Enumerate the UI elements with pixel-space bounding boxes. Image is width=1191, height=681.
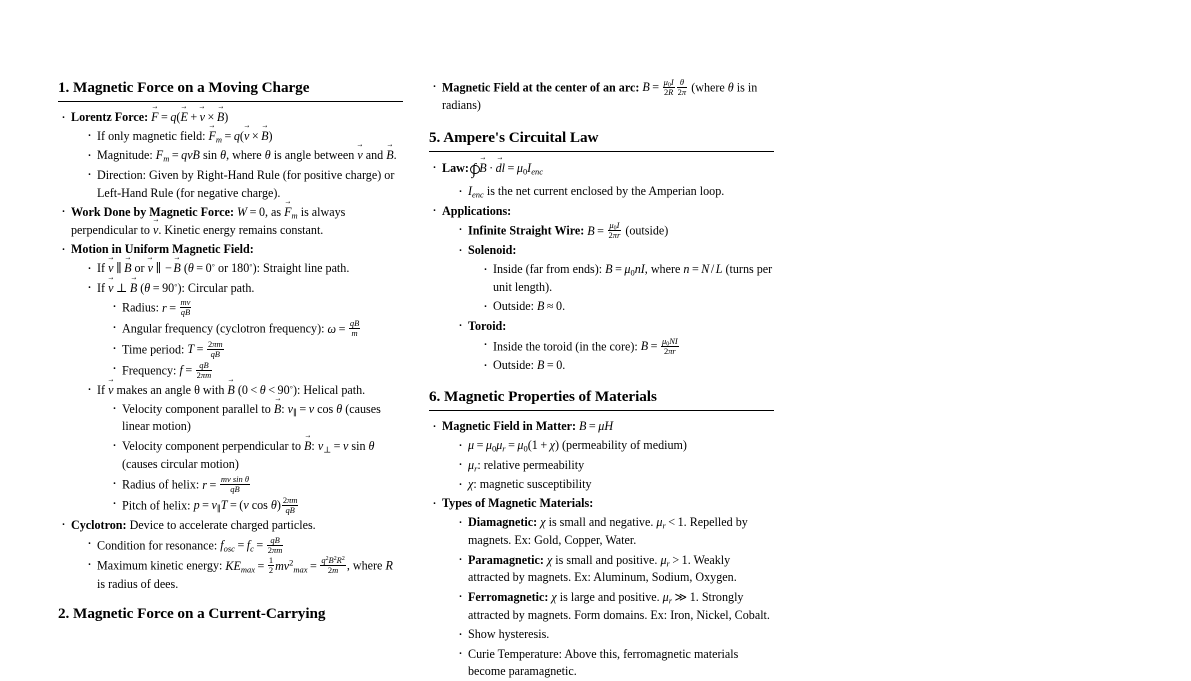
theta-symbol: θ [264, 148, 271, 163]
section-1-heading: 1. Magnetic Force on a Moving Charge [58, 79, 310, 96]
list-item-v-parallel: · Velocity component parallel to B →: $v_\parallel = v$ cos θ (causes linear motion) [111, 401, 403, 437]
list-item-solenoid [457, 242, 774, 316]
right-column [429, 77, 774, 679]
toroid-sub-list [482, 337, 774, 376]
list-item-curie-temperature [457, 646, 774, 681]
v-perpendicular-tail: (causes circular motion) [122, 456, 239, 471]
b-vector-symbol-4: B → [274, 402, 281, 416]
angular-frequency-label: Angular frequency (cyclotron frequency): [122, 321, 325, 336]
section-2-block [58, 604, 403, 626]
solenoid-label: Solenoid: [468, 243, 517, 258]
v-vector-symbol: v → [357, 148, 362, 162]
list-item-infinite-wire [457, 221, 774, 240]
list-item-mu [457, 437, 774, 455]
solenoid-sub-list [482, 261, 774, 316]
list-item-paramagnetic [457, 552, 774, 588]
mu-formula: $\mu = \mu_0\mu_r = \mu_0(1 + \chi)$ [468, 438, 559, 454]
b-vector-symbol-5: B → [304, 439, 311, 453]
helical-mid: makes an angle θ with [116, 382, 225, 397]
diamagnetic-label: Diamagnetic: [468, 515, 538, 530]
work-done-label: Work Done by Magnetic Force: [71, 204, 235, 219]
arc-carryover-list [431, 78, 774, 115]
section-1-block [58, 78, 403, 594]
list-item-ienc [457, 183, 774, 201]
list-item-max-ke [86, 556, 403, 593]
only-magnetic-label: If only magnetic field: [97, 128, 206, 143]
section-1-list [60, 109, 403, 594]
v-perpendicular-label: Velocity component perpendicular to [122, 438, 301, 453]
section-6-heading: 6. Magnetic Properties of Materials [429, 388, 657, 406]
ampere-law-label: Law: [442, 161, 469, 176]
circular-sub-list [111, 298, 403, 380]
angular-frequency-formula: ω = $\frac{qB}{m}$ [327, 318, 360, 339]
list-item-pitch-helix [111, 496, 403, 515]
radius-label: Radius: [122, 300, 159, 315]
lorentz-force-formula: F → = q(E → + v → × B →) [151, 110, 228, 124]
list-item-magnitude: · Magnitude: $F_m$ = qvB sin θ, where θ is angle between v → and B →. [86, 147, 403, 165]
magnitude-tail-1: , where [226, 148, 262, 163]
list-item-hysteresis: · Show hysteresis. [457, 626, 774, 644]
list-item-motion-uniform [60, 241, 403, 515]
ienc-symbol: $I_{enc}$ [468, 184, 484, 200]
arc-field-tail-1: (where [691, 80, 725, 95]
solenoid-n-formula: n = N / L [683, 262, 723, 277]
list-item-resonance [86, 536, 403, 555]
resonance-formula: $f_{osc} = f_c$ = $\frac{qB}{2\pi m}$ [220, 534, 283, 555]
diamagnetic-formula: $\mu_r < 1$ [656, 515, 684, 531]
list-item-circular [86, 280, 403, 381]
solenoid-outside-formula: B ≈ 0. [537, 299, 566, 314]
helical-sub-list [111, 401, 403, 516]
b-vector-symbol: B → [386, 148, 393, 162]
pitch-helix-formula: $p = v_\parallel T = (v$ cos θ) $\frac{2\pi m}{qB}$ [193, 494, 298, 515]
ferromagnetic-formula: $\mu_r$ ≫ 1 [662, 589, 696, 606]
work-done-tail-1: , as [265, 204, 282, 219]
frequency-label: Frequency: [122, 363, 177, 378]
toroid-label: Toroid: [468, 318, 507, 333]
v-parallel-label: Velocity component parallel to [122, 401, 271, 416]
max-ke-formula: $KE_{max}$ = $\frac{1}{2}$ $mv^2_{max}$ = $\frac{q^2B^2R^2}{2m}$ [225, 555, 345, 576]
solenoid-inside-label: Inside (far from ends): [493, 262, 603, 277]
list-item-direction: · Direction: Given by Right-Hand Rule (for positive charge) or Left-Hand Rule (for negative charge). [86, 167, 403, 203]
applications-label: Applications: [442, 203, 512, 218]
applications-sub-list [457, 221, 774, 375]
section-5-list [431, 159, 774, 375]
paramagnetic-label: Paramagnetic: [468, 552, 544, 567]
list-item-applications [431, 203, 774, 376]
list-item-solenoid-outside [482, 298, 774, 316]
helical-prefix: If [97, 382, 106, 397]
field-in-matter-label: Magnetic Field in Matter: [442, 419, 576, 434]
theta-symbol-2: θ [727, 80, 734, 95]
only-magnetic-formula: $F \to_m = q(v$ → × B →) [209, 129, 273, 143]
chi-text: : magnetic susceptibility [473, 477, 592, 492]
arc-field-tail-2: is in radians) [442, 80, 758, 113]
straight-line-cond-2: v → ∥ − B → [148, 261, 181, 275]
radius-helix-label: Radius of helix: [122, 477, 200, 492]
chi-symbol-dia: χ [540, 515, 546, 530]
toroid-inside-label: Inside the toroid (in the core): [493, 339, 638, 354]
section-5-block [429, 128, 774, 375]
chi-symbol-para: χ [546, 552, 553, 567]
magnitude-tail-3: and [365, 148, 384, 163]
straight-line-cond-1: v → ∥ B → [108, 261, 131, 275]
cyclotron-sub-list [86, 536, 403, 594]
circular-cond: v → ⊥ B → [108, 281, 137, 295]
pitch-helix-label: Pitch of helix: [122, 498, 191, 513]
solenoid-inside-formula: $B = \mu_0nI$ [605, 262, 645, 278]
list-item-field-in-matter [431, 418, 774, 494]
list-item-helical [86, 382, 403, 516]
lorentz-sub-list [86, 128, 403, 203]
lorentz-force-label: Lorentz Force: [71, 110, 149, 124]
radius-helix-formula: r = $\frac{\text{mv sin θ}}{qB}$ [202, 474, 249, 495]
r-symbol: R [385, 558, 393, 573]
time-period-formula: T = $\frac{2\pi m}{qB}$ [187, 339, 223, 359]
v-vector-symbol-3: v → [108, 383, 113, 397]
section-6-block [429, 387, 774, 681]
curie-text: Curie Temperature: Above this, ferromagnetic materials [468, 646, 739, 661]
paramagnetic-text-1: is small and positive. [555, 552, 658, 567]
list-item-radius-helix [111, 475, 403, 494]
v-vector-symbol-2: v → [153, 223, 158, 237]
list-item-toroid-inside [482, 337, 774, 356]
helical-angle: (0 < θ < 90◦) [237, 382, 297, 397]
ampere-law-sub-list [457, 183, 774, 201]
curie-text-clipped: become paramagnetic. [468, 664, 577, 679]
max-ke-tail-2: is radius of dees. [97, 576, 179, 591]
section-5-heading: 5. Ampere's Circuital Law [429, 129, 599, 147]
infinite-wire-formula: B = $\frac{\mu_0I}{2\pi r}$ [587, 220, 621, 241]
solenoid-inside-mid: , where [644, 262, 681, 277]
time-period-label: Time period: [122, 342, 185, 357]
section-1-rule [58, 101, 403, 102]
list-item-solenoid-inside [482, 261, 774, 297]
list-item-cyclotron [60, 517, 403, 594]
straight-line-or: or [134, 261, 145, 276]
infinite-wire-tail: (outside) [625, 223, 669, 238]
list-item-lorentz-force [60, 109, 403, 202]
list-item-toroid-outside [482, 357, 774, 375]
section-2-heading: 2. Magnetic Force on a Current-Carrying [58, 604, 326, 622]
magnitude-label: Magnitude: [97, 148, 153, 163]
motion-uniform-label: Motion in Uniform Magnetic Field: [71, 242, 254, 257]
helical-tail: : Helical path. [297, 382, 366, 397]
circular-tail: : Circular path. [181, 280, 255, 295]
mu-r-symbol: $\mu_r$ [468, 457, 478, 473]
list-item-ferromagnetic [457, 589, 774, 625]
straight-line-prefix: If [97, 261, 106, 276]
magnitude-tail-2: is angle between [273, 148, 355, 163]
left-column [58, 78, 403, 626]
mu-tail: (permeability of medium) [562, 438, 687, 453]
diamagnetic-text-1: is small and negative. [548, 515, 654, 530]
list-item-toroid [457, 318, 774, 376]
solenoid-inside-tail: (turns per unit length). [493, 262, 773, 294]
list-item-types-materials [431, 495, 774, 681]
list-item-angular-frequency [111, 319, 403, 338]
list-item-ampere-law [431, 159, 774, 201]
frequency-formula: f = $\frac{qB}{2\pi m}$ [179, 359, 212, 380]
list-item-diamagnetic [457, 514, 774, 550]
paramagnetic-formula: $\mu_r > 1$ [660, 552, 688, 568]
radius-formula: r = $\frac{mv}{qB}$ [162, 297, 191, 318]
max-ke-label: Maximum kinetic energy: [97, 558, 223, 573]
motion-sub-list [86, 260, 403, 515]
chi-symbol: χ [468, 477, 474, 492]
circular-prefix: If [97, 280, 106, 295]
b-vector-symbol-3: B → [227, 383, 234, 397]
arc-field-label: Magnetic Field at the center of an arc: [442, 80, 640, 95]
toroid-inside-formula: B = $\frac{\mu_0NI}{2\pi r}$ [640, 335, 678, 356]
ferromagnetic-text-2: . Strongly attracted by magnets. Form domains. Ex: Iron, Nickel, Cobalt. [468, 589, 770, 622]
types-materials-sub-list [457, 514, 774, 681]
list-item-time-period [111, 340, 403, 359]
cyclotron-label: Cyclotron: [71, 517, 127, 532]
list-item-v-perpendicular: · Velocity component perpendicular to B →: $v_\perp = v$ sin θ (causes circular motion) [111, 438, 403, 474]
v-parallel-formula: $v_\parallel = v$ cos θ [287, 401, 343, 417]
fm-vector-symbol: $F \to_m$ [284, 205, 298, 219]
paramagnetic-text-2: . Weakly attracted by magnets. Ex: Aluminum, Sodium, Oxygen. [468, 552, 737, 585]
work-done-tail-3: . Kinetic energy remains constant. [158, 222, 324, 237]
field-in-matter-formula: B = μH [579, 419, 614, 434]
list-item-radius [111, 298, 403, 317]
max-ke-tail-1: , where [346, 558, 383, 573]
list-item-arc-field [431, 78, 774, 115]
ienc-text: is the net current enclosed by the Amperian loop. [486, 184, 725, 199]
section-6-rule [429, 410, 774, 411]
magnitude-formula: $F_m$ = qvB sin θ [155, 148, 227, 164]
list-item-chi [457, 476, 774, 494]
section-6-list [431, 418, 774, 681]
circular-angle: (θ = 90◦) [140, 280, 182, 295]
v-perpendicular-formula: $v_\perp = v$ sin θ [317, 438, 375, 455]
list-item-frequency [111, 361, 403, 380]
mu-r-text: : relative permeability [477, 457, 585, 472]
straight-line-tail: : Straight line path. [256, 261, 350, 276]
list-item-work-done [60, 204, 403, 240]
toroid-outside-label: Outside: [493, 358, 534, 373]
ferromagnetic-label: Ferromagnetic: [468, 589, 549, 604]
solenoid-outside-label: Outside: [493, 299, 534, 314]
ampere-law-formula: ∫ B → · dl → = $\mu_0I_{enc}$ [472, 161, 543, 175]
infinite-wire-label: Infinite Straight Wire: [468, 223, 585, 238]
v-parallel-tail: (causes linear motion) [122, 401, 381, 434]
straight-line-angle: (θ = 0◦ or 180◦) [183, 261, 257, 276]
resonance-label: Condition for resonance: [97, 538, 218, 553]
ferromagnetic-text-1: is large and positive. [559, 589, 660, 604]
chi-symbol-ferro: χ [551, 589, 557, 604]
field-in-matter-sub-list [457, 437, 774, 494]
types-materials-label: Types of Magnetic Materials: [442, 496, 594, 511]
cyclotron-text: Device to accelerate charged particles. [129, 517, 316, 532]
diamagnetic-text-2: . Repelled by magnets. Ex: Gold, Copper, Water. [468, 515, 748, 548]
toroid-outside-formula: B = 0. [537, 358, 566, 373]
work-done-formula: W = 0 [237, 204, 265, 219]
arc-field-formula: B = $\frac{\mu_0I}{2R}$ $\frac{\theta}{2\pi}$ [642, 77, 687, 97]
list-item-mu-r [457, 457, 774, 475]
work-done-tail-2: is always perpendicular to [71, 204, 346, 237]
